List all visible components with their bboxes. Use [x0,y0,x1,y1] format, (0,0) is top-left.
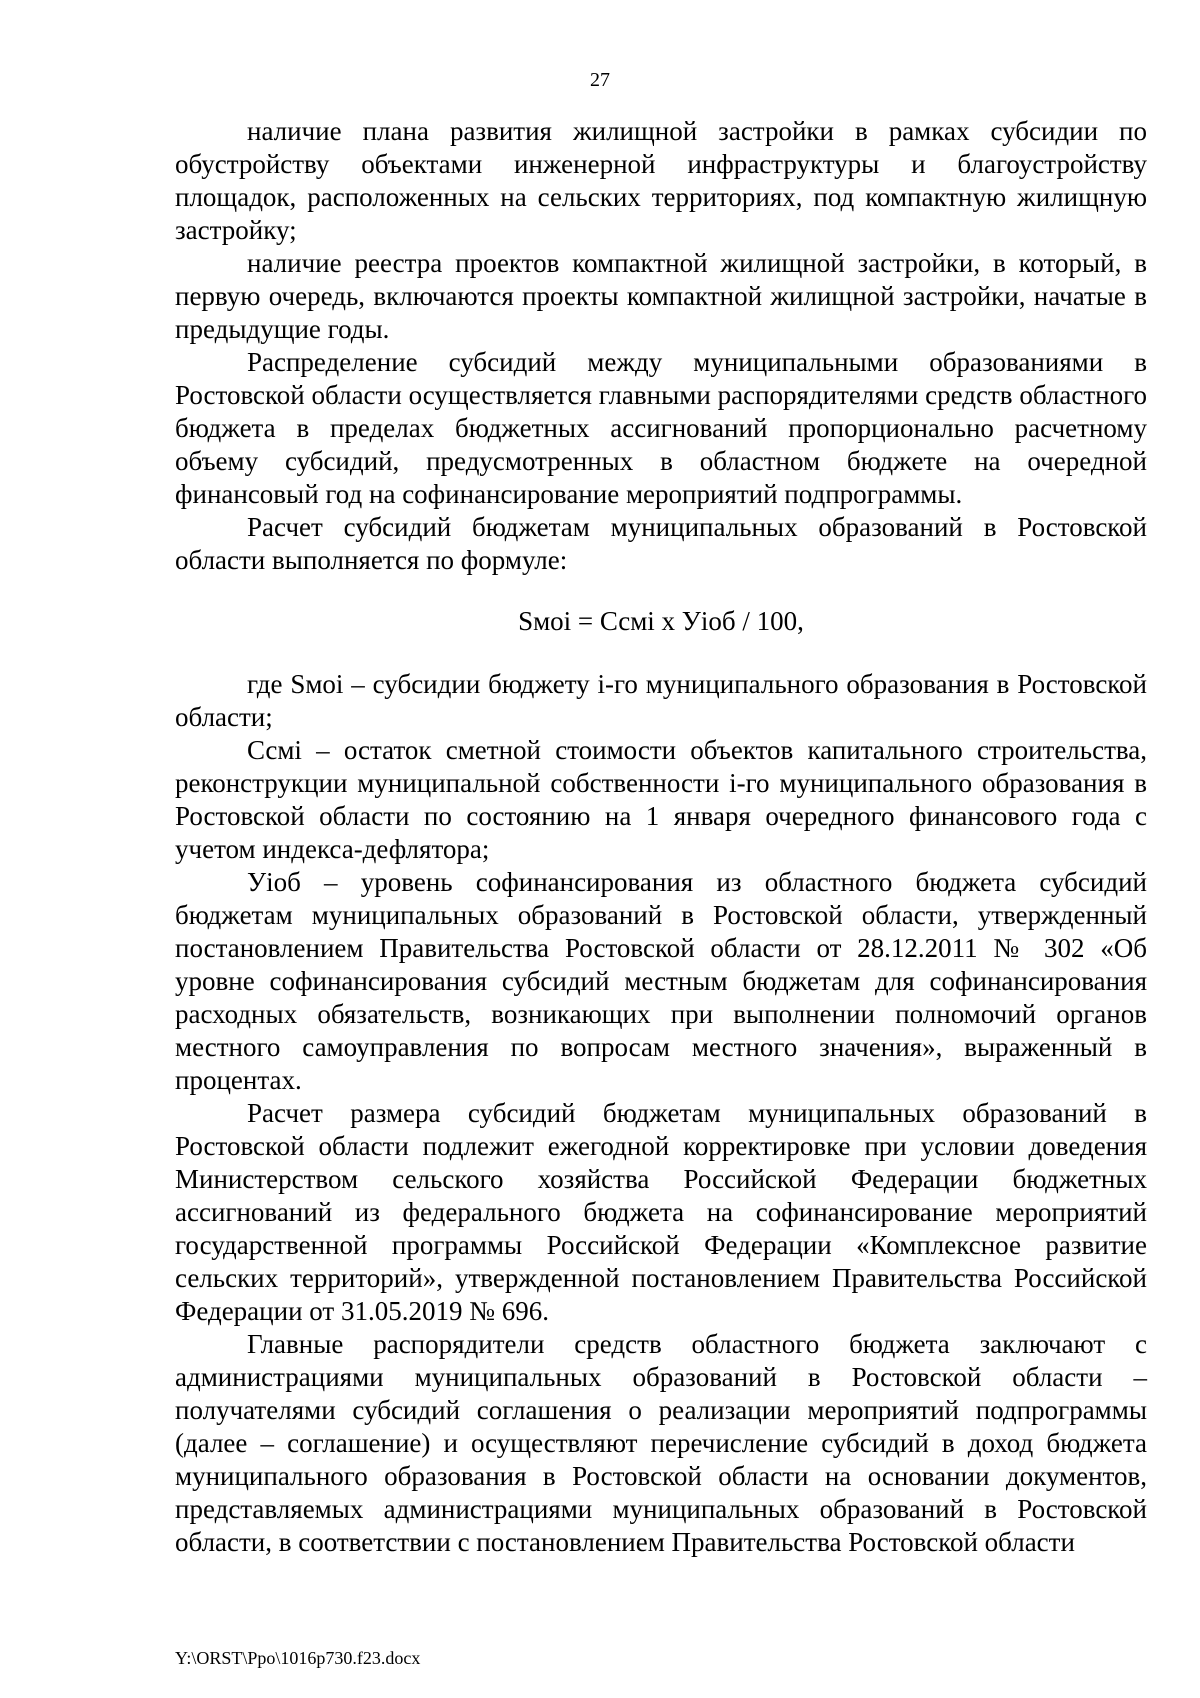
paragraph-definition-smoi: где Sмоi – субсидии бюджету i-го муниципального образования в Ростовской области; [175,669,1147,732]
subsidy-formula: Sмоi = Ссмi х Уioб / 100, [518,606,804,636]
footer-file-path: Y:\ORST\Ppo\1016p730.f23.docx [175,1648,421,1668]
page-number: 27 [590,69,610,91]
paragraph-definition-uiob: Уioб – уровень софинансирования из областного бюджета субсидий бюджетам муниципальных образований в Ростовской области, утвержденный постановлением Правительства Ростовской области от 28.12.2011 № 302 «Об уровне софинансирования субсидий местным бюджетам для софинансирования расходных обязательств, возникающих при выполнении полномочий органов местного самоуправления по вопросам местного значения», выраженный в процентах. [175,867,1147,1095]
paragraph-calculation-intro: Расчет субсидий бюджетам муниципальных образований в Ростовской области выполняется по формуле: [175,512,1147,575]
paragraph-agreements: Главные распорядители средств областного бюджета заключают с администрациями муниципальных образований в Ростовской области – получателями субсидий соглашения о реализации мероприятий подпрограммы (далее – соглашение) и осуществляют перечисление субсидий в доход бюджета муниципального образования в Ростовской области на основании документов, представляемых администрациями муниципальных образований в Ростовской области, в соответствии с постановлением Правительства Ростовской области [175,1329,1147,1557]
document-body [175,115,1147,1559]
paragraph-registry-requirement: наличие реестра проектов компактной жилищной застройки, в который, в первую очередь, включаются проекты компактной жилищной застройки, начатые в предыдущие годы. [175,248,1147,344]
paragraph-distribution: Распределение субсидий между муниципальными образованиями в Ростовской области осуществляется главными распорядителями средств областного бюджета в пределах бюджетных ассигнований пропорционально расчетному объему субсидий, предусмотренных в областном бюджете на очередной финансовый год на софинансирование мероприятий подпрограммы. [175,347,1147,509]
paragraph-plan-requirement: наличие плана развития жилищной застройки в рамках субсидии по обустройству объектами инженерной инфраструктуры и благоустройству площадок, расположенных на сельских территориях, под компактную жилищную застройку; [175,116,1147,245]
paragraph-definition-ssmi: Ссмi – остаток сметной стоимости объектов капитального строительства, реконструкции муниципальной собственности i-го муниципального образования в Ростовской области по состоянию на 1 января очередного финансового года с учетом индекса-дефлятора; [175,735,1147,864]
paragraph-adjustment: Расчет размера субсидий бюджетам муниципальных образований в Ростовской области подлежит ежегодной корректировке при условии доведения Министерством сельского хозяйства Российской Федерации бюджетных ассигнований из федерального бюджета на софинансирование мероприятий государственной программы Российской Федерации «Комплексное развитие сельских территорий», утвержденной постановлением Правительства Российской Федерации от 31.05.2019 № 696. [175,1098,1147,1326]
